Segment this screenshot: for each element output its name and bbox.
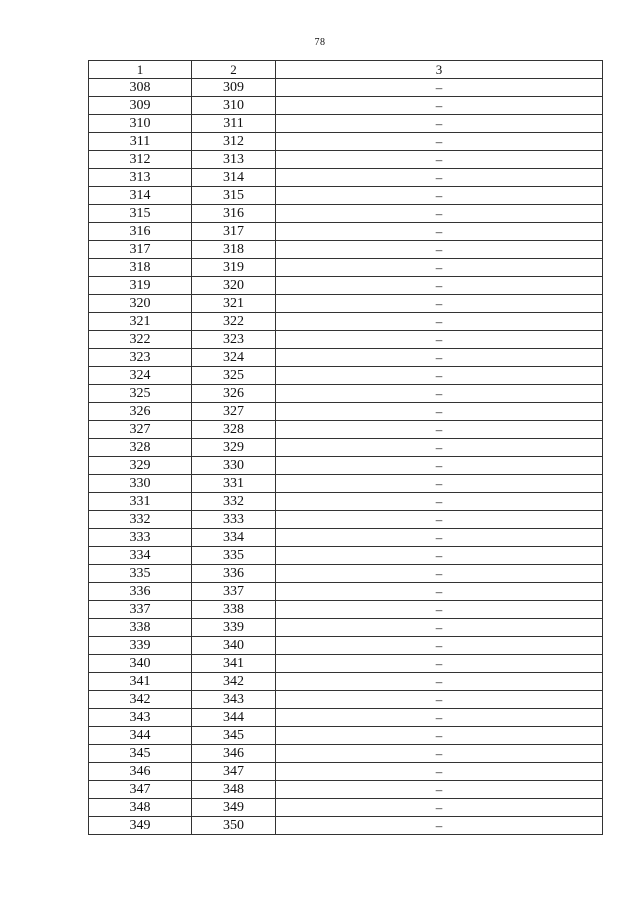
table-row <box>89 601 603 619</box>
table-row <box>89 187 603 205</box>
table-row <box>89 205 603 223</box>
table-cell-col3: – <box>276 205 603 223</box>
table-cell-col3: – <box>276 727 603 745</box>
table-cell-col2: 326 <box>192 385 276 403</box>
table-cell-col2: 310 <box>192 97 276 115</box>
table-row <box>89 817 603 835</box>
table-row <box>89 241 603 259</box>
table-row <box>89 331 603 349</box>
table-cell-col1: 344 <box>89 727 192 745</box>
table-row <box>89 259 603 277</box>
table-row <box>89 223 603 241</box>
table-cell-col2: 337 <box>192 583 276 601</box>
table-row <box>89 385 603 403</box>
table-cell-col3: – <box>276 619 603 637</box>
table-row <box>89 637 603 655</box>
table-cell-col3: – <box>276 547 603 565</box>
table-cell-col1: 345 <box>89 745 192 763</box>
table-cell-col3: – <box>276 493 603 511</box>
table-cell-col1: 318 <box>89 259 192 277</box>
table-cell-col3: – <box>276 745 603 763</box>
table-cell-col2: 335 <box>192 547 276 565</box>
table-cell-col2: 339 <box>192 619 276 637</box>
table-cell-col1: 337 <box>89 601 192 619</box>
table-row <box>89 511 603 529</box>
table-cell-col1: 328 <box>89 439 192 457</box>
table-cell-col1: 330 <box>89 475 192 493</box>
table-cell-col2: 309 <box>192 79 276 97</box>
table-cell-col3: – <box>276 313 603 331</box>
table-row <box>89 151 603 169</box>
table-cell-col2: 347 <box>192 763 276 781</box>
table-cell-col1: 313 <box>89 169 192 187</box>
table-cell-col3: – <box>276 421 603 439</box>
table-cell-col1: 310 <box>89 115 192 133</box>
table-cell-col2: 340 <box>192 637 276 655</box>
table-cell-col3: – <box>276 223 603 241</box>
table-cell-col2: 334 <box>192 529 276 547</box>
table-cell-col3: – <box>276 187 603 205</box>
column-header-2: 2 <box>192 61 276 79</box>
table-cell-col2: 321 <box>192 295 276 313</box>
table-cell-col2: 332 <box>192 493 276 511</box>
table-cell-col1: 348 <box>89 799 192 817</box>
table-cell-col2: 319 <box>192 259 276 277</box>
table-cell-col2: 313 <box>192 151 276 169</box>
table-cell-col3: – <box>276 583 603 601</box>
table-row <box>89 349 603 367</box>
table-row <box>89 763 603 781</box>
table-body <box>89 79 603 835</box>
table-row <box>89 439 603 457</box>
table-cell-col2: 322 <box>192 313 276 331</box>
table-cell-col2: 314 <box>192 169 276 187</box>
table-row <box>89 403 603 421</box>
table-cell-col1: 336 <box>89 583 192 601</box>
data-table <box>88 60 603 835</box>
table-cell-col1: 309 <box>89 97 192 115</box>
table-cell-col3: – <box>276 799 603 817</box>
table-cell-col2: 324 <box>192 349 276 367</box>
table-row <box>89 529 603 547</box>
table-cell-col3: – <box>276 601 603 619</box>
table-row <box>89 781 603 799</box>
table-header <box>89 61 603 79</box>
table-cell-col2: 341 <box>192 655 276 673</box>
table-cell-col2: 317 <box>192 223 276 241</box>
table-cell-col1: 308 <box>89 79 192 97</box>
table-cell-col3: – <box>276 169 603 187</box>
table-cell-col1: 335 <box>89 565 192 583</box>
table-cell-col3: – <box>276 817 603 835</box>
table-row <box>89 493 603 511</box>
table-cell-col2: 345 <box>192 727 276 745</box>
table-cell-col1: 334 <box>89 547 192 565</box>
table-cell-col3: – <box>276 709 603 727</box>
table-cell-col3: – <box>276 781 603 799</box>
table-cell-col2: 346 <box>192 745 276 763</box>
table-cell-col3: – <box>276 331 603 349</box>
table-cell-col3: – <box>276 457 603 475</box>
table-row <box>89 97 603 115</box>
table-cell-col1: 325 <box>89 385 192 403</box>
table-cell-col3: – <box>276 529 603 547</box>
table-cell-col3: – <box>276 151 603 169</box>
table-cell-col2: 318 <box>192 241 276 259</box>
table-cell-col1: 346 <box>89 763 192 781</box>
table-row <box>89 367 603 385</box>
column-header-1: 1 <box>89 61 192 79</box>
table-cell-col2: 329 <box>192 439 276 457</box>
table-cell-col1: 342 <box>89 691 192 709</box>
table-cell-col2: 344 <box>192 709 276 727</box>
table-cell-col1: 314 <box>89 187 192 205</box>
table-cell-col1: 327 <box>89 421 192 439</box>
table-row <box>89 115 603 133</box>
table-cell-col3: – <box>276 475 603 493</box>
table-cell-col2: 331 <box>192 475 276 493</box>
table-cell-col3: – <box>276 637 603 655</box>
table-cell-col2: 333 <box>192 511 276 529</box>
table-cell-col1: 320 <box>89 295 192 313</box>
table-row <box>89 421 603 439</box>
table-row <box>89 691 603 709</box>
table-cell-col3: – <box>276 439 603 457</box>
table-cell-col1: 329 <box>89 457 192 475</box>
table-cell-col2: 349 <box>192 799 276 817</box>
table-cell-col3: – <box>276 673 603 691</box>
page-number: 78 <box>314 37 326 48</box>
table-cell-col1: 347 <box>89 781 192 799</box>
table-cell-col2: 325 <box>192 367 276 385</box>
table-cell-col1: 333 <box>89 529 192 547</box>
table-cell-col3: – <box>276 295 603 313</box>
table-cell-col3: – <box>276 133 603 151</box>
table-cell-col1: 322 <box>89 331 192 349</box>
table-cell-col2: 348 <box>192 781 276 799</box>
table-cell-col1: 331 <box>89 493 192 511</box>
table-row <box>89 745 603 763</box>
table-cell-col3: – <box>276 115 603 133</box>
table-cell-col1: 341 <box>89 673 192 691</box>
table-cell-col3: – <box>276 403 603 421</box>
table-row <box>89 475 603 493</box>
table-cell-col1: 332 <box>89 511 192 529</box>
table-row <box>89 295 603 313</box>
column-header-3: 3 <box>276 61 603 79</box>
table-row <box>89 547 603 565</box>
table-cell-col1: 338 <box>89 619 192 637</box>
table-row <box>89 709 603 727</box>
table-cell-col2: 323 <box>192 331 276 349</box>
table-cell-col2: 338 <box>192 601 276 619</box>
table-cell-col2: 327 <box>192 403 276 421</box>
table-cell-col3: – <box>276 349 603 367</box>
table-cell-col3: – <box>276 385 603 403</box>
table-cell-col2: 311 <box>192 115 276 133</box>
table-cell-col3: – <box>276 565 603 583</box>
table-row <box>89 655 603 673</box>
table-cell-col2: 328 <box>192 421 276 439</box>
table-cell-col2: 315 <box>192 187 276 205</box>
table-row <box>89 313 603 331</box>
table-cell-col2: 312 <box>192 133 276 151</box>
table-cell-col3: – <box>276 763 603 781</box>
table-cell-col3: – <box>276 259 603 277</box>
table-cell-col3: – <box>276 241 603 259</box>
table-row <box>89 673 603 691</box>
table-cell-col1: 311 <box>89 133 192 151</box>
table-row <box>89 457 603 475</box>
table-cell-col1: 323 <box>89 349 192 367</box>
table-row <box>89 583 603 601</box>
table-cell-col2: 330 <box>192 457 276 475</box>
table-cell-col3: – <box>276 97 603 115</box>
table-cell-col2: 350 <box>192 817 276 835</box>
table-cell-col1: 349 <box>89 817 192 835</box>
table-row <box>89 799 603 817</box>
table-row <box>89 169 603 187</box>
table-cell-col2: 342 <box>192 673 276 691</box>
table-row <box>89 619 603 637</box>
table-cell-col1: 317 <box>89 241 192 259</box>
table-cell-col3: – <box>276 277 603 295</box>
table-cell-col1: 339 <box>89 637 192 655</box>
table-cell-col3: – <box>276 367 603 385</box>
table-row <box>89 133 603 151</box>
table-cell-col1: 321 <box>89 313 192 331</box>
table-cell-col1: 319 <box>89 277 192 295</box>
table-row <box>89 727 603 745</box>
table-cell-col2: 320 <box>192 277 276 295</box>
table-cell-col1: 343 <box>89 709 192 727</box>
table-cell-col3: – <box>276 655 603 673</box>
table-row <box>89 277 603 295</box>
table-cell-col1: 312 <box>89 151 192 169</box>
table-cell-col1: 326 <box>89 403 192 421</box>
table-cell-col1: 324 <box>89 367 192 385</box>
table-cell-col3: – <box>276 511 603 529</box>
table-cell-col1: 316 <box>89 223 192 241</box>
table-cell-col2: 336 <box>192 565 276 583</box>
table-cell-col3: – <box>276 691 603 709</box>
table-cell-col2: 316 <box>192 205 276 223</box>
header-row <box>89 61 603 79</box>
table-row <box>89 79 603 97</box>
table-cell-col1: 340 <box>89 655 192 673</box>
table-cell-col3: – <box>276 79 603 97</box>
table-cell-col2: 343 <box>192 691 276 709</box>
table-row <box>89 565 603 583</box>
table-cell-col1: 315 <box>89 205 192 223</box>
